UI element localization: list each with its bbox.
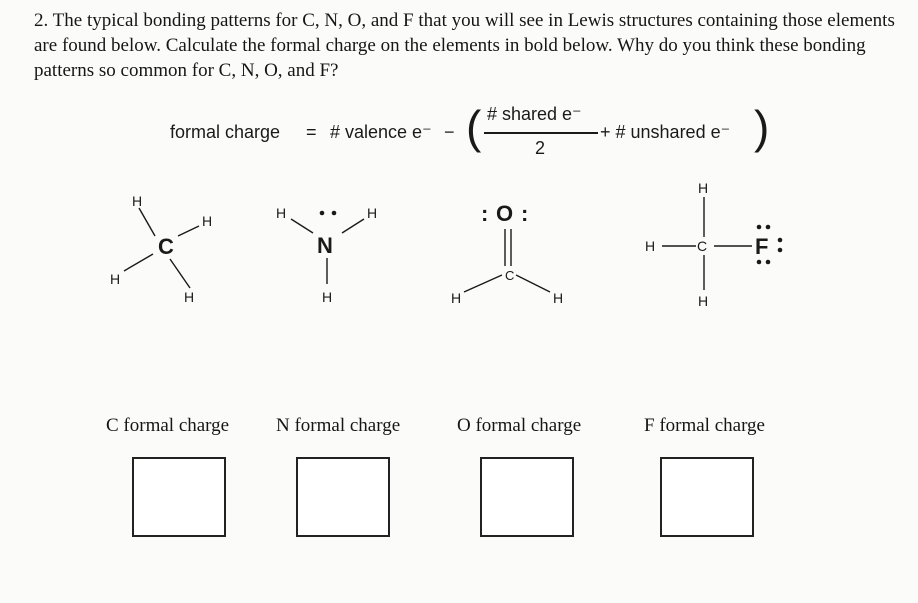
fluorine-atom: F <box>755 234 769 259</box>
label-c-formal-charge: C formal charge <box>106 415 230 436</box>
carbon-atom: C <box>158 234 174 259</box>
o-carbon-atom: C <box>505 268 515 283</box>
o-h-right: H <box>553 290 564 306</box>
c-h-right: H <box>202 213 213 229</box>
label-o-formal-charge: O formal charge <box>457 415 582 436</box>
f-answer-box[interactable] <box>660 457 754 537</box>
o-lone-pair-right: : <box>521 201 529 226</box>
n-answer-box[interactable] <box>296 457 390 537</box>
formula-left-paren: ( <box>466 101 482 153</box>
f-h-bottom: H <box>698 293 709 309</box>
label-n-formal-charge: N formal charge <box>276 415 401 436</box>
formula-minus: − <box>444 122 455 142</box>
f-h-left: H <box>645 238 656 254</box>
o-answer-box[interactable] <box>480 457 574 537</box>
label-f-formal-charge: F formal charge <box>644 415 765 436</box>
f-carbon-atom: C <box>697 238 708 254</box>
c-h-bottom: H <box>184 289 195 305</box>
formula-equals: = <box>306 122 317 142</box>
n-h-right: H <box>367 205 378 221</box>
c-bond-left <box>124 254 153 271</box>
question-body: The typical bonding patterns for C, N, O, and F that you will see in Lewis structures containing those elements are found below. Calculate the formal charge on the elements in bold below. Why do you think these bonding patterns so common for C, N, O, and F? <box>34 10 895 81</box>
c-bond-right <box>178 226 199 236</box>
c-bond-top <box>139 208 155 236</box>
f-h-top: H <box>698 180 709 196</box>
c-bond-bottom <box>170 259 190 288</box>
c-h-left: H <box>110 271 121 287</box>
o-h-left: H <box>451 290 462 306</box>
o-lone-pair-left: : <box>481 201 489 226</box>
o-c-h-bond-right <box>516 275 550 292</box>
n-lone-pair-dot-2 <box>332 211 337 216</box>
formula-numerator: # shared e⁻ <box>487 104 582 124</box>
n-lone-pair-dot-1 <box>320 211 325 216</box>
question-number: 2. <box>34 10 49 31</box>
o-c-h-bond-left <box>464 275 502 292</box>
n-bond-right <box>342 219 364 233</box>
formula-lhs: formal charge <box>170 122 281 142</box>
formula-right-paren: ) <box>754 101 770 153</box>
formula-valence: # valence e⁻ <box>330 122 432 142</box>
formula-denominator: 2 <box>535 138 546 158</box>
n-bond-left <box>291 219 313 233</box>
oxygen-atom: O <box>496 201 514 226</box>
n-h-left: H <box>276 205 287 221</box>
formula-plus-unshared: + # unshared e⁻ <box>600 122 731 142</box>
n-h-bottom: H <box>322 289 333 305</box>
nitrogen-atom: N <box>317 233 333 258</box>
c-answer-box[interactable] <box>132 457 226 537</box>
c-h-top: H <box>132 193 143 209</box>
